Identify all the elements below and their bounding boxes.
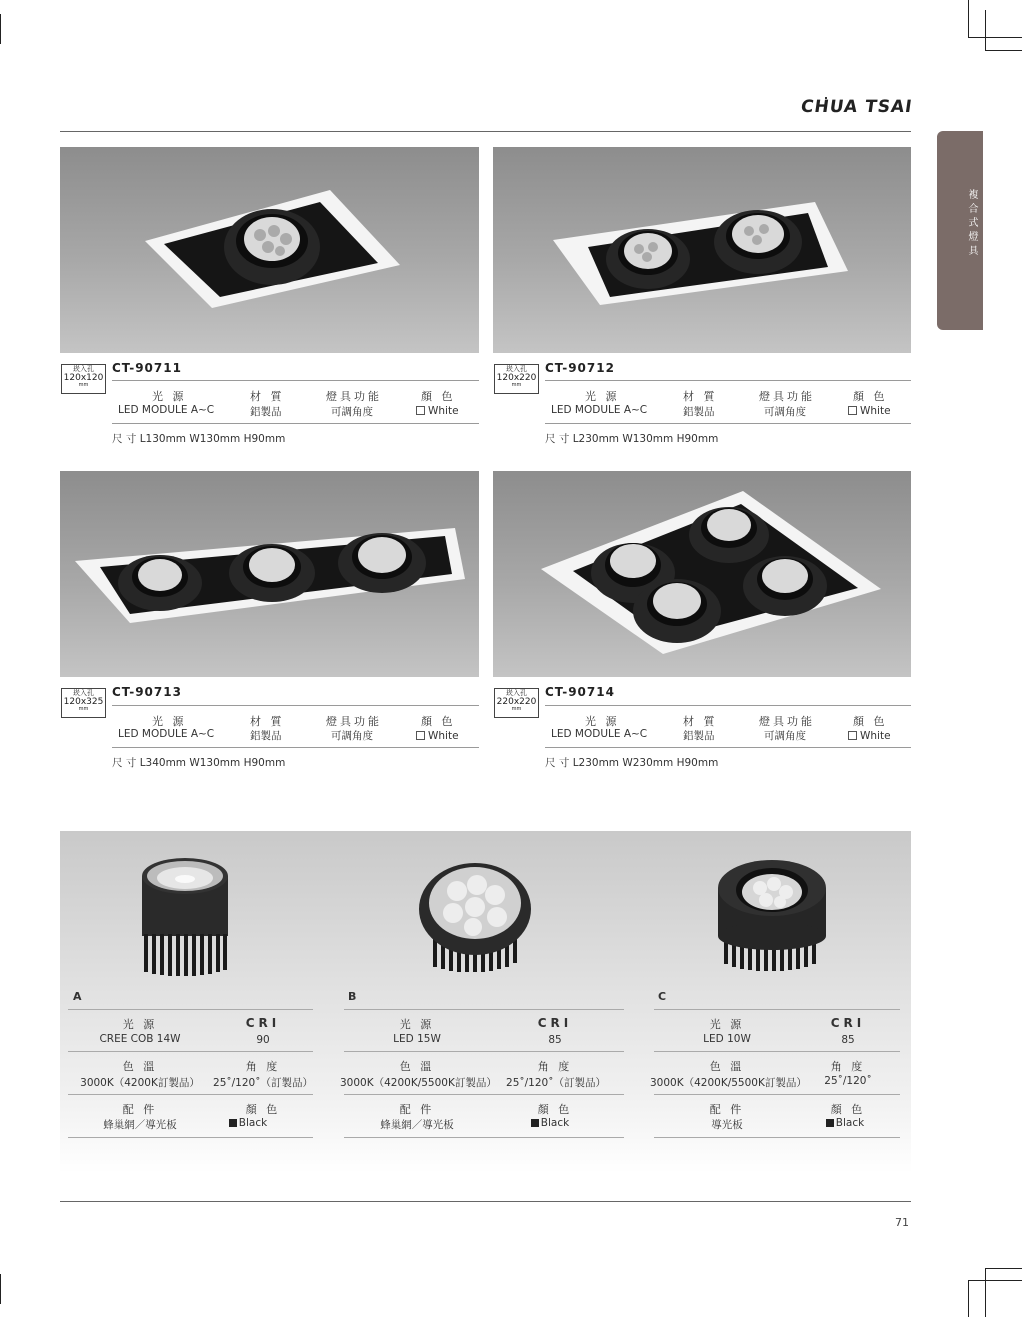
dimensions-value: L340mm W130mm H90mm <box>139 757 286 769</box>
model-number: CT-90714 <box>545 685 615 699</box>
white-swatch <box>416 406 425 415</box>
dimensions-row <box>545 755 718 770</box>
spec-rule <box>545 380 911 381</box>
module-color-text: Black <box>238 1117 268 1129</box>
module-rule <box>654 1009 900 1010</box>
crop-mark <box>985 1268 986 1317</box>
spec-material: 鋁製品 <box>250 406 282 418</box>
header-material: 材 質 <box>250 390 285 403</box>
module-rule <box>344 1051 624 1052</box>
crop-mark <box>968 0 969 37</box>
header-color: 顏 色 <box>853 715 888 728</box>
dimensions-label: 尺 寸 <box>545 433 570 445</box>
module-header: 角 度 <box>830 1060 866 1073</box>
crop-mark <box>0 1274 1 1304</box>
spec-material: 鋁製品 <box>683 406 715 418</box>
cutout-label: 崁入孔 <box>506 365 527 373</box>
spec-rule <box>545 705 911 706</box>
module-rule <box>68 1137 313 1138</box>
cutout-unit: mm <box>511 706 522 712</box>
header-color: 顏 色 <box>421 390 456 403</box>
module-header: 色 溫 <box>399 1060 435 1073</box>
product-photo-ct-90712 <box>493 147 911 353</box>
page-number: 71 <box>895 1216 909 1229</box>
module-value: 蜂巢網／導光板 <box>103 1119 177 1131</box>
module-header: 配 件 <box>122 1103 158 1116</box>
cutout-box <box>494 364 539 394</box>
cri-header: CRI <box>830 1016 866 1030</box>
module-color <box>218 1117 278 1129</box>
spec-rule <box>112 747 479 748</box>
header-function: 燈具功能 <box>759 390 815 403</box>
cri-header: CRI <box>537 1016 573 1030</box>
crop-mark <box>968 1280 1022 1281</box>
spec-color <box>848 730 891 742</box>
crop-mark <box>985 10 986 50</box>
header-material: 材 質 <box>250 715 285 728</box>
model-number: CT-90713 <box>112 685 182 699</box>
model-number: CT-90711 <box>112 361 182 375</box>
module-header: 配 件 <box>709 1103 745 1116</box>
spec-source: LED MODULE A~C <box>118 404 215 416</box>
module-value: 90 <box>256 1034 270 1046</box>
module-header: 色 溫 <box>709 1060 745 1073</box>
spec-color-text: White <box>428 405 459 417</box>
crop-mark <box>968 1280 969 1317</box>
spec-color-text: White <box>860 405 891 417</box>
module-header: 角 度 <box>537 1060 573 1073</box>
white-swatch <box>848 406 857 415</box>
cutout-unit: mm <box>78 382 89 388</box>
module-rule <box>344 1094 624 1095</box>
spec-color <box>416 730 459 742</box>
white-swatch <box>848 731 857 740</box>
module-header: 顏 色 <box>245 1103 281 1116</box>
dimensions-row <box>112 431 285 446</box>
cutout-label: 崁入孔 <box>73 689 94 697</box>
spec-function: 可調角度 <box>331 730 373 742</box>
module-rule <box>68 1094 313 1095</box>
spec-rule <box>545 423 911 424</box>
header-color: 顏 色 <box>853 390 888 403</box>
cutout-unit: mm <box>78 706 89 712</box>
header-function: 燈具功能 <box>759 715 815 728</box>
dimensions-label: 尺 寸 <box>112 757 137 769</box>
cutout-label: 崁入孔 <box>73 365 94 373</box>
header-color: 顏 色 <box>421 715 456 728</box>
spec-color-text: White <box>860 730 891 742</box>
module-value: 85 <box>841 1034 855 1046</box>
spec-source: LED MODULE A~C <box>551 728 648 740</box>
header-material: 材 質 <box>683 715 718 728</box>
black-swatch <box>531 1119 539 1127</box>
module-header: 顏 色 <box>830 1103 866 1116</box>
category-tab <box>937 131 983 330</box>
cutout-size: 120x325 <box>63 697 104 707</box>
cutout-box <box>61 688 106 718</box>
brand-logo: CHUA TSAI <box>799 97 914 117</box>
crop-mark <box>985 50 1022 51</box>
module-header: 角 度 <box>245 1060 281 1073</box>
black-swatch <box>826 1119 834 1127</box>
black-swatch <box>229 1119 237 1127</box>
module-value: 25˚/120˚ <box>824 1075 872 1087</box>
spec-color <box>416 405 459 417</box>
spec-color-text: White <box>428 730 459 742</box>
header-rule <box>60 131 911 132</box>
spec-rule <box>112 423 479 424</box>
module-rule <box>344 1137 624 1138</box>
spec-color <box>848 405 891 417</box>
module-value: 3000K（4200K/5500K訂製品） <box>650 1077 807 1089</box>
module-value: 導光板 <box>711 1119 743 1131</box>
module-rule <box>654 1137 900 1138</box>
module-header: 光 源 <box>709 1018 745 1031</box>
module-value: 25˚/120˚（訂製品） <box>213 1077 313 1089</box>
module-rule <box>68 1009 313 1010</box>
dimensions-label: 尺 寸 <box>545 757 570 769</box>
module-color <box>520 1117 580 1129</box>
module-color-text: Black <box>540 1117 570 1129</box>
dimensions-row <box>545 431 718 446</box>
cutout-size: 120x220 <box>496 373 537 383</box>
dimensions-row <box>112 755 285 770</box>
dimensions-label: 尺 寸 <box>112 433 137 445</box>
cutout-label: 崁入孔 <box>506 689 527 697</box>
module-rule <box>68 1051 313 1052</box>
crop-mark <box>968 37 1022 38</box>
dimensions-value: L130mm W130mm H90mm <box>139 433 286 445</box>
product-photo-ct-90713 <box>60 471 479 677</box>
module-header: 顏 色 <box>537 1103 573 1116</box>
cutout-box <box>494 688 539 718</box>
module-header: 光 源 <box>122 1018 158 1031</box>
led-module-panel <box>60 831 911 1173</box>
spec-source: LED MODULE A~C <box>118 728 215 740</box>
category-tab-label: 複合式燈具 <box>966 189 977 259</box>
cutout-size: 120x120 <box>63 373 104 383</box>
module-value: 蜂巢網／導光板 <box>380 1119 454 1131</box>
spec-material: 鋁製品 <box>683 730 715 742</box>
module-value: LED 10W <box>703 1033 751 1045</box>
module-b-photo <box>415 859 535 974</box>
module-value: CREE COB 14W <box>99 1033 181 1045</box>
module-value: LED 15W <box>393 1033 441 1045</box>
header-material: 材 質 <box>683 390 718 403</box>
cutout-size: 220x220 <box>496 697 537 707</box>
module-c-photo <box>712 856 832 976</box>
spec-source: LED MODULE A~C <box>551 404 648 416</box>
module-value: 3000K（4200K訂製品） <box>80 1077 200 1089</box>
spec-rule <box>112 380 479 381</box>
spec-rule <box>545 747 911 748</box>
module-color-text: Black <box>835 1117 865 1129</box>
model-number: CT-90712 <box>545 361 615 375</box>
module-value: 25˚/120˚（訂製品） <box>506 1077 606 1089</box>
module-letter: B <box>348 990 357 1003</box>
cri-header: CRI <box>245 1016 281 1030</box>
module-a-photo <box>130 846 240 976</box>
dimensions-value: L230mm W130mm H90mm <box>572 433 719 445</box>
module-color <box>815 1117 875 1129</box>
module-value: 85 <box>548 1034 562 1046</box>
module-rule <box>344 1009 624 1010</box>
header-source: 光 源 <box>152 715 187 728</box>
module-letter: C <box>658 990 667 1003</box>
header-source: 光 源 <box>585 715 620 728</box>
module-rule <box>654 1094 900 1095</box>
spec-function: 可調角度 <box>764 406 806 418</box>
module-rule <box>654 1051 900 1052</box>
cutout-box <box>61 364 106 394</box>
header-function: 燈具功能 <box>326 715 382 728</box>
header-function: 燈具功能 <box>326 390 382 403</box>
module-header: 配 件 <box>399 1103 435 1116</box>
spec-function: 可調角度 <box>764 730 806 742</box>
footer-rule <box>60 1201 911 1202</box>
crop-mark <box>0 14 1 44</box>
cutout-unit: mm <box>511 382 522 388</box>
module-letter: A <box>73 990 82 1003</box>
spec-rule <box>112 705 479 706</box>
white-swatch <box>416 731 425 740</box>
spec-function: 可調角度 <box>331 406 373 418</box>
header-source: 光 源 <box>152 390 187 403</box>
product-photo-ct-90714 <box>493 471 911 677</box>
dimensions-value: L230mm W230mm H90mm <box>572 757 719 769</box>
spec-material: 鋁製品 <box>250 730 282 742</box>
module-header: 光 源 <box>399 1018 435 1031</box>
module-header: 色 溫 <box>122 1060 158 1073</box>
header-source: 光 源 <box>585 390 620 403</box>
crop-mark <box>985 1268 1022 1269</box>
module-value: 3000K（4200K/5500K訂製品） <box>340 1077 497 1089</box>
product-photo-ct-90711 <box>60 147 479 353</box>
